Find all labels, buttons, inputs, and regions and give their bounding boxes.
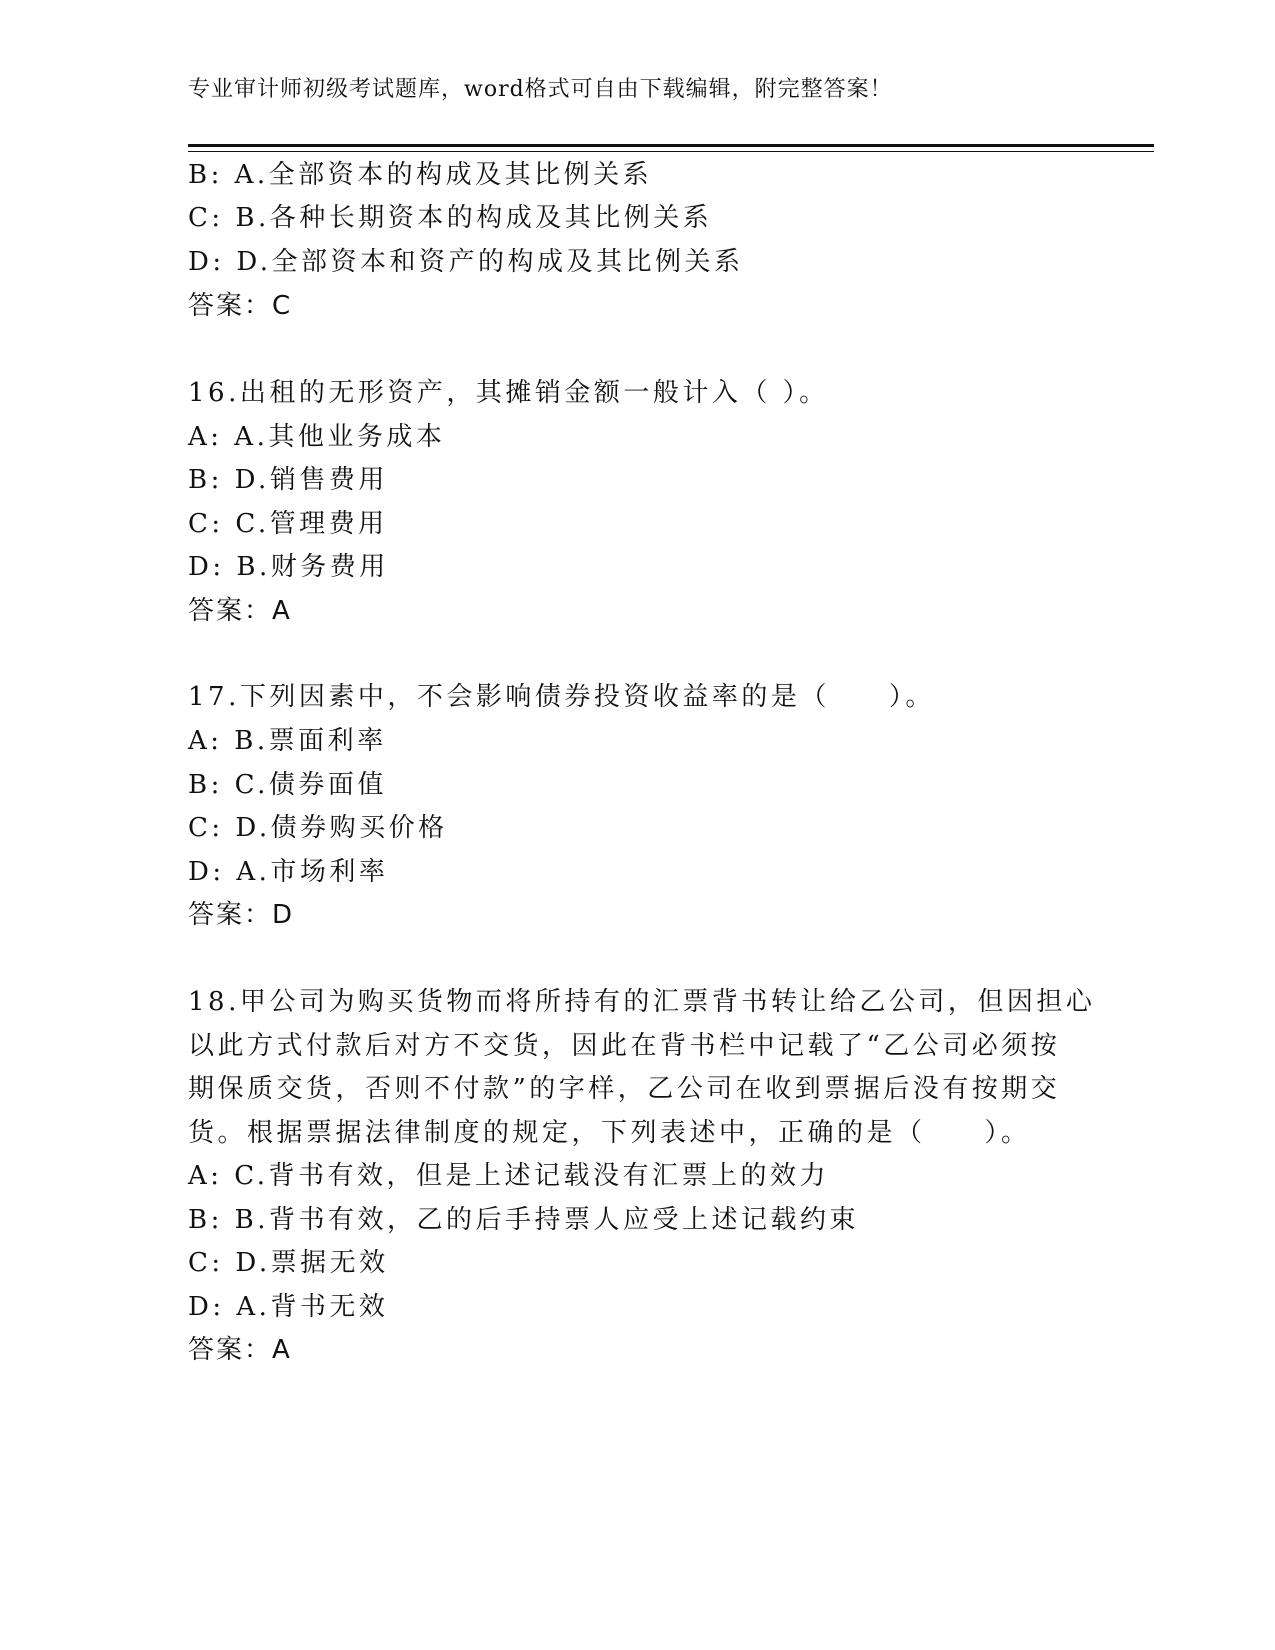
prev-option-b: B: A.全部资本的构成及其比例关系 [188,160,653,190]
q17-option-c: C: D.债券购买价格 [188,813,448,843]
q18-option-a: A: C.背书有效，但是上述记载没有汇票上的效力 [188,1161,830,1191]
prev-option-c: C: B.各种长期资本的构成及其比例关系 [188,203,713,233]
page-header: 专业审计师初级考试题库，word格式可自由下载编辑，附完整答案！ [188,77,893,102]
q16-answer: 答案：A [188,596,292,626]
q18-option-c: C: D.票据无效 [188,1248,389,1278]
q16-option-c: C: C.管理费用 [188,509,388,539]
prev-option-d: D: D.全部资本和资产的构成及其比例关系 [188,247,744,277]
q17-answer: 答案：D [188,900,295,930]
prev-answer: 答案：C [188,291,293,321]
q18-stem-line-2: 以此方式付款后对方不交货，因此在背书栏中记载了“乙公司必须按 [188,1031,1061,1061]
q18-answer: 答案：A [188,1335,292,1365]
q16-option-b: B: D.销售费用 [188,465,388,495]
q18-stem-line-3: 期保质交货，否则不付款”的字样，乙公司在收到票据后没有按期交 [188,1074,1061,1104]
q18-stem-line-4: 货。根据票据法律制度的规定，下列表述中，正确的是（ ）。 [188,1118,1031,1148]
q17-stem: 17.下列因素中，不会影响债券投资收益率的是（ ）。 [188,682,935,712]
q16-stem: 16.出租的无形资产，其摊销金额一般计入（ ）。 [188,378,829,408]
q18-stem-line-1: 18.甲公司为购买货物而将所持有的汇票背书转让给乙公司，但因担心 [188,987,1096,1017]
q18-option-b: B: B.背书有效，乙的后手持票人应受上述记载约束 [188,1205,860,1235]
q18-option-d: D: A.背书无效 [188,1292,389,1322]
q17-option-b: B: C.债券面值 [188,770,387,800]
q17-option-a: A: B.票面利率 [188,726,387,756]
q16-option-d: D: B.财务费用 [188,552,389,582]
q16-option-a: A: A.其他业务成本 [188,422,446,452]
q17-option-d: D: A.市场利率 [188,857,389,887]
header-rule [188,144,1154,152]
